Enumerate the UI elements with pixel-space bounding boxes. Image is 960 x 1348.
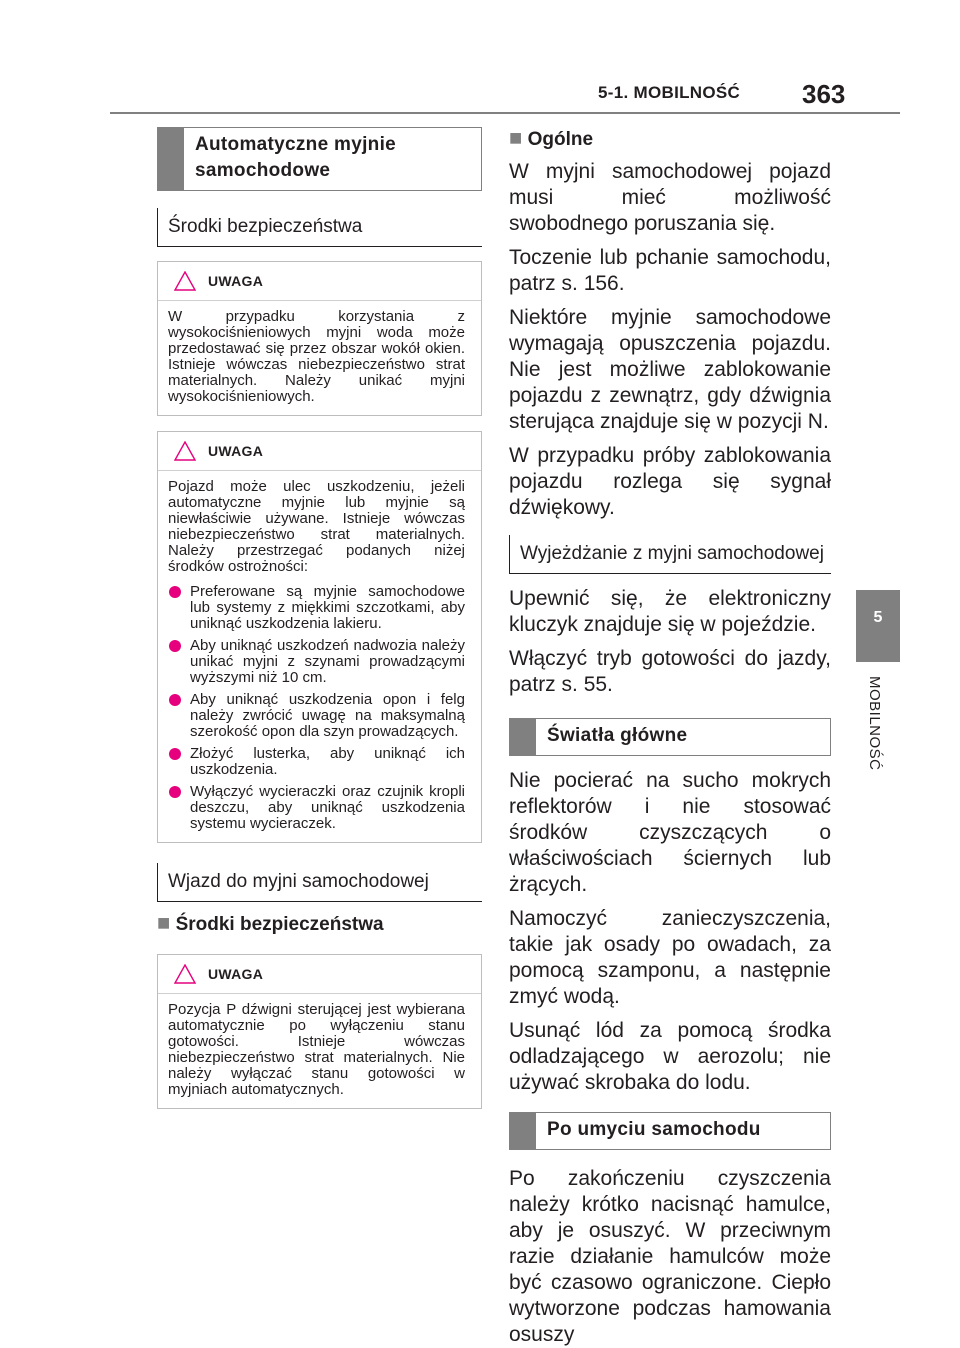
header-divider <box>110 112 900 114</box>
warning-header <box>158 432 481 471</box>
list-item: Preferowane są myjnie samochodowe lub systemy z miękkimi szczotkami, aby uniknąć uszkodzenia lakieru. <box>168 584 465 632</box>
section-title-box <box>157 127 482 191</box>
section-title-box-headlights <box>509 718 831 756</box>
list-item: Złożyć lusterka, aby uniknąć ich uszkodzenia. <box>168 746 465 778</box>
paragraph: Namoczyć zanieczyszczenia, takie jak osady po owadach, za pomocą szamponu, a następnie zmyć wodą. <box>509 907 831 1008</box>
section-title: Światła główne <box>547 725 688 746</box>
bullet-icon <box>169 786 181 798</box>
list-item: Aby uniknąć uszkodzenia opon i felg należy zwrócić uwagę na maksymalną szerokość opon dla szyn prowadzących. <box>168 692 465 740</box>
warning-header <box>158 262 481 301</box>
paragraph: Toczenie lub pchanie samochodu, patrz s. 156. <box>509 246 831 295</box>
warning-box-3 <box>157 954 482 1109</box>
paragraph: Niektóre myjnie samochodowe wymagają opuszczenia pojazdu. Nie jest możliwe zablokowanie pojazdu z zewnątrz, gdy dźwignia sterująca znajduje się w pozycji N. <box>509 306 831 433</box>
subheading-safety: Środki bezpieczeństwa <box>157 208 482 247</box>
section-title: Automatyczne myjnie samochodowe <box>195 134 397 181</box>
page-number: 363 <box>802 79 846 109</box>
paragraph-group-exit <box>509 586 831 698</box>
title-box-bar <box>510 719 536 755</box>
warning-header <box>158 955 481 994</box>
chapter-tab-number: 5 <box>873 609 883 626</box>
warning-content <box>158 471 481 842</box>
title-box-bar <box>510 1113 536 1149</box>
section-title: Po umyciu samochodu <box>547 1119 761 1140</box>
warning-title: UWAGA <box>208 443 264 459</box>
chapter-tab-label: MOBILNOŚĆ <box>866 676 883 771</box>
warning-title: UWAGA <box>208 273 264 289</box>
warning-text: Pojazd może ulec uszkodzeniu, jeżeli automatyczne myjnie lub myjnie są niewłaściwie używane. Istnieje wówczas niebezpieczeństwo strat materialnych. Należy przestrzegać podanych niżej środków ostrożności: <box>168 478 465 575</box>
paragraph: Włączyć tryb gotowości do jazdy, patrz s. 55. <box>509 647 831 696</box>
right-column <box>509 127 831 1348</box>
bullet-icon <box>169 586 181 598</box>
list-item: Aby uniknąć uszkodzeń nadwozia należy unikać myjni z szynami prowadzącymi wyższymi niż 10 cm. <box>168 638 465 686</box>
paragraph-group-headlights <box>509 768 831 1096</box>
square-bullet-icon: ■ <box>157 910 171 935</box>
warning-triangle-icon <box>174 441 196 461</box>
bullet-icon <box>169 694 181 706</box>
warning-box-1 <box>157 261 482 416</box>
header-section-title: 5-1. MOBILNOŚĆ <box>598 83 741 102</box>
subheading-entry: Wjazd do myjni samochodowej <box>157 863 482 902</box>
warning-triangle-icon <box>174 271 196 291</box>
warning-triangle-icon <box>174 964 196 984</box>
paragraph: W przypadku próby zablokowania pojazdu rozlega się sygnał dźwiękowy. <box>509 444 831 519</box>
section-title-box-after-wash <box>509 1112 831 1150</box>
square-bullet-icon: ■ <box>509 125 523 150</box>
warning-box-2 <box>157 431 482 843</box>
warning-text: W przypadku korzystania z wysokociśnieniowych myjni woda może przedostawać się przez obszar wokół okien. Istnieje wówczas niebezpieczeństwo strat materialnych. Należy unikać myjni wysokociśnieniowych. <box>168 308 465 405</box>
paragraph: Nie pocierać na sucho mokrych reflektorów i nie stosować środków czyszczących o właściwościach ściernych lub żrących. <box>509 769 831 896</box>
bullet-icon <box>169 640 181 652</box>
paragraph-group-after-wash <box>509 1166 831 1348</box>
title-box-bar <box>158 128 184 190</box>
list-item: Wyłączyć wycieraczki oraz czujnik kropli deszczu, aby uniknąć uszkodzenia systemu wycieraczek. <box>168 784 465 832</box>
left-column <box>157 127 482 1109</box>
paragraph: W myjni samochodowej pojazd musi mieć możliwość swobodnego poruszania się. <box>509 160 831 235</box>
warning-text: Pozycja P dźwigni sterującej jest wybierana automatycznie po wyłączeniu stanu gotowości. Istnieje wówczas niebezpieczeństwo strat materialnych. Nie należy wyłączać stanu gotowości w myjniach automatycznych. <box>168 1001 465 1098</box>
paragraph: Usunąć lód za pomocą środka odladzającego w aerozolu; nie używać skrobaka do lodu. <box>509 1019 831 1094</box>
paragraph-group-general <box>509 159 831 521</box>
bullet-icon <box>169 748 181 760</box>
subheading-exit: Wyjeżdżanie z myjni samochodowej <box>509 535 831 574</box>
paragraph: Upewnić się, że elektroniczny kluczyk znajduje się w pojeździe. <box>509 587 831 636</box>
paragraph: Po zakończeniu czyszczenia należy krótko nacisnąć hamulce, aby je osuszyć. W przeciwnym razie działanie hamulców może być czasowo ograniczone. Ciepło wytworzone podczas hamowania osuszy <box>509 1167 831 1346</box>
warning-title: UWAGA <box>208 966 264 982</box>
square-heading-general: ■ Ogólne <box>509 125 594 150</box>
square-heading-safety: ■ Środki bezpieczeństwa <box>157 910 384 935</box>
